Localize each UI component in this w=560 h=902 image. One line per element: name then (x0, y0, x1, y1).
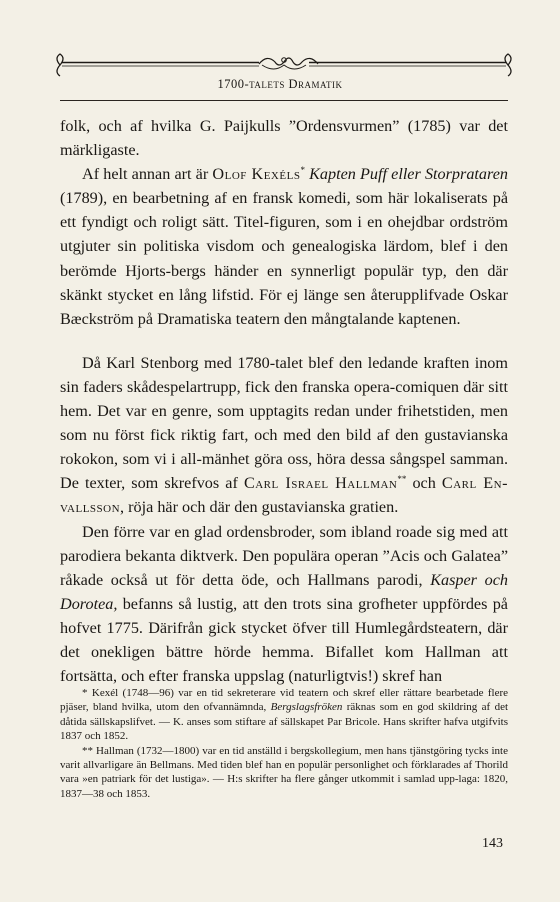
header-rule (60, 100, 508, 101)
footnote-marker: * (300, 165, 305, 176)
paragraph-text: Den förre var en glad ordensbroder, som ibland roade sig med att parodiera bekanta diktverk. Den populära operan ”Acis och Galatea” råkade också ut för detta öde, och Hallmans parodi, (60, 522, 508, 589)
paragraph-text: Då Karl Stenborg med 1780-talet blef den ledande kraften inom sin faders skådespelartrupp, fick den franska opera-comiquen där sitt hem. Det var en genre, som upptagits redan under frihetstiden, men som nu först fick riktig fart, och med den bild af den gustavianska rokokon, som vi i all-mänhet göra oss, höra dessa sångspel samman. De texter, som skrefvos af (60, 353, 508, 493)
paragraph (60, 351, 508, 520)
author-name: Carl Israel Hallman (243, 474, 398, 493)
paragraph-text: folk, och af hvilka G. Paijkulls ”Ordensvurmen” (1785) var det märkligaste. (60, 117, 508, 160)
footnote-text: räknas som en god skildring af det dåtida sällskapslifvet. — K. anses som stiftare af sällskapet Par Bricole. Hans skrifter hafva utgifvits 1837 och 1852. (60, 701, 509, 743)
footnote (60, 744, 508, 802)
footnotes (60, 686, 508, 801)
work-title: Bergslagsfröken (270, 701, 343, 714)
running-head-text: 1700-talets Dramatik (217, 77, 343, 91)
paragraph-text: befanns så lustig, att den trots sina grofheter uppfördes på hofvet 1775. Därifrån gick stycket öfver till Humlegårdsteatern, där det onekligen bättre hörde hemma. Bifallet kom Hallman att fortsätta, och efter franska uppslag (naturligtvis!) skref han (60, 594, 508, 686)
author-name: Olof Kexéls (212, 165, 301, 184)
paragraph (60, 162, 508, 331)
work-title: Kasper och Dorotea, (60, 570, 508, 613)
header-ornament (54, 52, 514, 78)
footnote (60, 686, 508, 744)
author-name: Carl En-vallsson (60, 474, 509, 517)
paragraph-text: (1789), en bearbetning af en fransk komedi, som här lokaliserats på ett fyndigt och roligt sätt. Titel-figuren, som i en ohejdbar ordström utgjuter sin politiska visdom och genealogiska lärdom, blef i den berömde Hjorts-bergs händer en synnerligt populär typ, den där skänkt stycket en lång lifstid. För ej länge sen återupplifvade Oskar Bæckström på Dramatiska teatern den mångtalande kaptenen. (60, 189, 508, 328)
running-head (0, 77, 560, 92)
paragraph-text: Af helt annan art är (82, 165, 213, 184)
paragraph (60, 114, 508, 162)
paragraph-text: , röja här och där den gustavianska gratien. (120, 498, 399, 517)
footnote-text: * Kexél (1748—96) var en tid sekreterare vid teatern och skref eller rättare bearbetade flere pjäser, bland hvilka, utom den ofvannämnda, (60, 687, 508, 714)
work-title: Kapten Puff eller Storprataren (309, 165, 508, 184)
footnote-marker: ** (397, 474, 407, 485)
footnote-text: ** Hallman (1732—1800) var en tid anställd i bergskollegium, men hans tjänstgöring tycks inte varit allvarligare än Bellmans. Med tiden blef han en populär personlighet och förklarades af Thorild vara »en patriark för det lustiga». — H:s skrifter ha flere gånger utkommit i samlad upp-laga: 1820, 1837—38 och 1853. (60, 744, 508, 800)
paragraph (60, 520, 508, 689)
page-number: 143 (482, 836, 503, 851)
body-text (60, 114, 508, 688)
paragraph-text: och (406, 474, 442, 493)
